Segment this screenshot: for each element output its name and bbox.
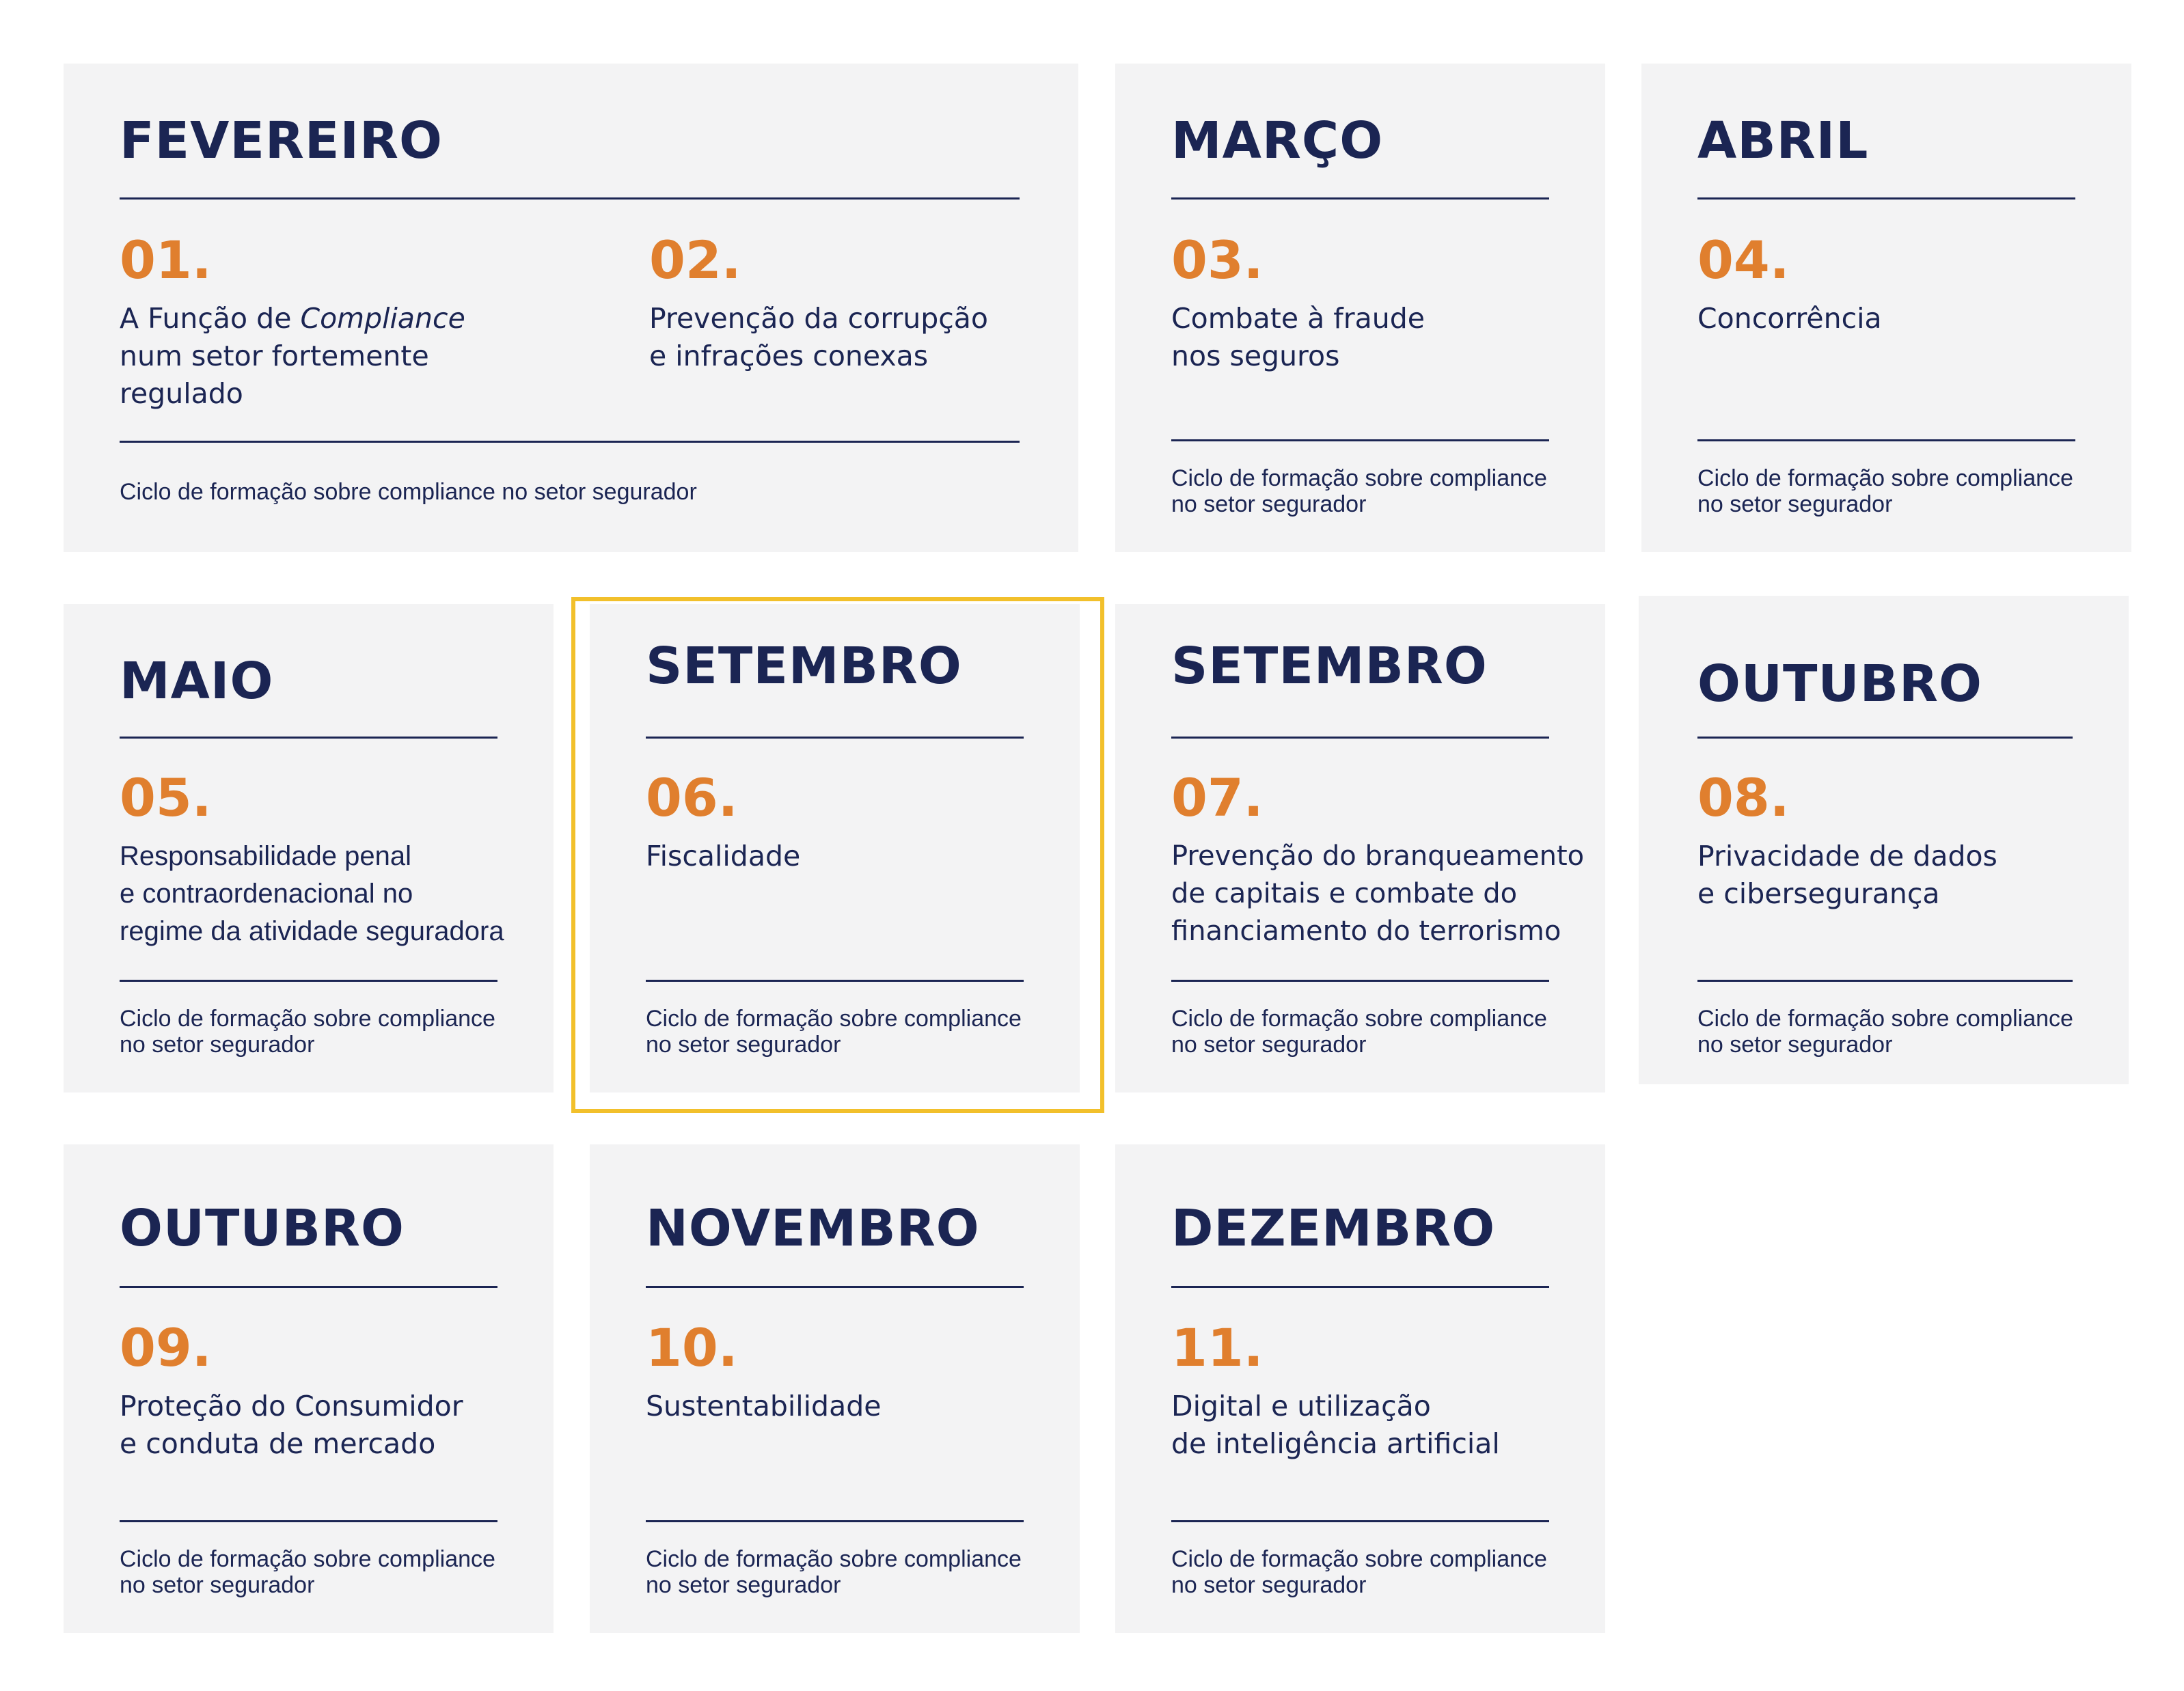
month-heading: FEVEREIRO	[120, 111, 443, 170]
divider-top	[646, 737, 1024, 739]
divider-bottom	[120, 1520, 497, 1522]
module-number: 07.	[1171, 767, 1264, 828]
module-title: A Função de Compliance num setor fortemente regulado	[120, 302, 465, 410]
month-heading: MAIO	[120, 652, 274, 711]
card-fevereiro	[64, 64, 1078, 552]
module-number: 10.	[646, 1317, 738, 1378]
card-marco	[1115, 64, 1605, 552]
month-heading: OUTUBRO	[1697, 655, 1982, 713]
divider-top	[1171, 197, 1549, 200]
month-heading: NOVEMBRO	[646, 1199, 980, 1258]
module-title: Proteção do Consumidor e conduta de mercado	[120, 1390, 463, 1460]
divider-top	[120, 197, 1020, 200]
card-maio	[64, 604, 554, 1092]
series-label: Ciclo de formação sobre compliance no setor segurador	[1171, 465, 1547, 517]
divider-top	[120, 737, 497, 739]
card-dezembro	[1115, 1144, 1605, 1633]
divider-bottom	[646, 980, 1024, 982]
module-number: 03.	[1171, 230, 1264, 290]
module-title: Sustentabilidade	[646, 1390, 882, 1422]
divider-top	[1171, 737, 1549, 739]
card-novembro	[590, 1144, 1080, 1633]
module-11	[1171, 1317, 1578, 1463]
series-label: Ciclo de formação sobre compliance no setor segurador	[646, 1546, 1022, 1598]
module-title: Combate à fraude nos seguros	[1171, 302, 1425, 372]
module-10	[646, 1317, 1052, 1425]
module-title: Prevenção do branqueamento de capitais e combate do financiamento do terrorismo	[1171, 840, 1585, 947]
module-title: Prevenção da corrupção e infrações conexas	[649, 302, 989, 372]
module-title: Digital e utilização de inteligência artificial	[1171, 1390, 1500, 1460]
module-number: 05.	[120, 767, 212, 828]
module-title: Fiscalidade	[646, 840, 801, 872]
divider-top	[646, 1286, 1024, 1288]
module-02	[649, 230, 1059, 375]
module-07	[1171, 767, 1592, 950]
divider-top	[120, 1286, 497, 1288]
module-number: 11.	[1171, 1317, 1264, 1378]
series-label: Ciclo de formação sobre compliance no setor segurador	[1171, 1006, 1547, 1058]
series-label: Ciclo de formação sobre compliance no setor segurador	[120, 1546, 495, 1598]
divider-bottom	[1171, 439, 1549, 441]
divider-bottom	[1171, 1520, 1549, 1522]
month-heading: SETEMBRO	[646, 637, 962, 696]
series-label: Ciclo de formação sobre compliance no setor segurador	[1697, 1006, 2073, 1058]
module-number: 01.	[120, 230, 212, 290]
module-04	[1697, 230, 2104, 338]
series-label: Ciclo de formação sobre compliance no setor segurador	[1697, 465, 2073, 517]
series-label: Ciclo de formação sobre compliance no setor segurador	[120, 479, 697, 505]
module-08	[1697, 767, 2101, 913]
divider-top	[1697, 197, 2075, 200]
module-title: Privacidade de dados e cibersegurança	[1697, 840, 1997, 910]
series-label: Ciclo de formação sobre compliance no setor segurador	[1171, 1546, 1547, 1598]
module-03	[1171, 230, 1578, 375]
card-outubro-08	[1639, 596, 2129, 1084]
divider-bottom	[120, 441, 1020, 443]
card-outubro-09	[64, 1144, 554, 1633]
card-abril	[1641, 64, 2131, 552]
series-label: Ciclo de formação sobre compliance no setor segurador	[646, 1006, 1022, 1058]
compliance-emphasis: Compliance	[300, 302, 465, 335]
module-number: 06.	[646, 767, 738, 828]
month-heading: ABRIL	[1697, 111, 1869, 170]
module-09	[120, 1317, 526, 1463]
module-title: Responsabilidade penal e contraordenacional no regime da atividade seguradora	[120, 841, 504, 946]
card-setembro-06	[590, 604, 1080, 1092]
divider-bottom	[120, 980, 497, 982]
divider-bottom	[1697, 980, 2073, 982]
divider-bottom	[1697, 439, 2075, 441]
module-number: 04.	[1697, 230, 1790, 290]
divider-bottom	[646, 1520, 1024, 1522]
divider-bottom	[1171, 980, 1549, 982]
divider-top	[1171, 1286, 1549, 1288]
month-heading: SETEMBRO	[1171, 637, 1488, 696]
module-number: 09.	[120, 1317, 212, 1378]
module-number: 08.	[1697, 767, 1790, 828]
series-label: Ciclo de formação sobre compliance no setor segurador	[120, 1006, 495, 1058]
month-heading: OUTUBRO	[120, 1199, 405, 1258]
month-heading: MARÇO	[1171, 111, 1384, 170]
module-01	[120, 230, 598, 413]
module-05	[120, 767, 540, 950]
module-06	[646, 767, 1052, 875]
module-number: 02.	[649, 230, 741, 290]
module-title: Concorrência	[1697, 302, 1882, 335]
divider-top	[1697, 737, 2073, 739]
card-setembro-07	[1115, 604, 1605, 1092]
month-heading: DEZEMBRO	[1171, 1199, 1496, 1258]
